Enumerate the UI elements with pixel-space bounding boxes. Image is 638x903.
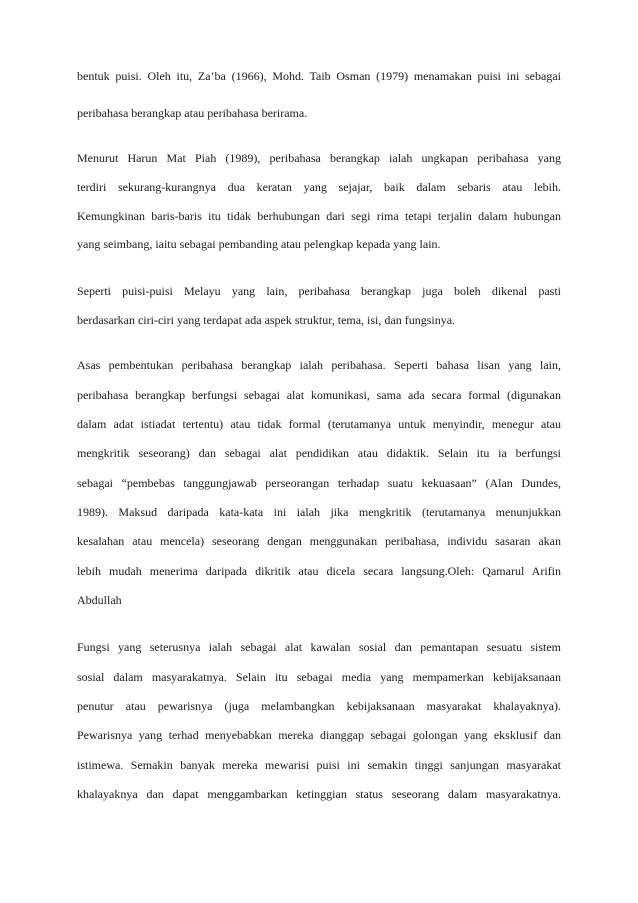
text-line: Asas pembentukan peribahasa berangkap ialah peribahasa. Seperti bahasa lisan yang lain,	[77, 358, 561, 372]
text-line: sosial dalam masyarakatnya. Selain itu sebagai media yang mempamerkan kebijaksanaan	[77, 670, 561, 684]
text-line: Pewarisnya yang terhad menyebabkan mereka dianggap sebagai golongan yang eksklusif dan	[77, 728, 561, 742]
text-line: bentuk puisi. Oleh itu, Za’ba (1966), Mohd. Taib Osman (1979) menamakan puisi ini sebagai	[77, 69, 561, 83]
text-line: Fungsi yang seterusnya ialah sebagai alat kawalan sosial dan pemantapan sesuatu sistem	[77, 640, 561, 654]
text-line: peribahasa berangkap atau peribahasa berirama.	[77, 106, 308, 120]
text-line: Seperti puisi-puisi Melayu yang lain, peribahasa berangkap juga boleh dikenal pasti	[77, 284, 561, 298]
text-line: Kemungkinan baris-baris itu tidak berhubungan dari segi rima tetapi terjalin dalam hubungan	[77, 209, 561, 223]
text-line: yang seimbang, iaitu sebagai pembanding atau pelengkap kepada yang lain.	[77, 237, 441, 251]
text-line: Menurut Harun Mat Piah (1989), peribahasa berangkap ialah ungkapan peribahasa yang	[77, 151, 561, 165]
text-line: mengkritik seseorang) dan sebagai alat pendidikan atau didaktik. Selain itu ia berfungsi	[77, 446, 561, 460]
text-line: penutur atau pewarisnya (juga melambangkan kebijaksanaan masyarakat khalayaknya).	[77, 699, 561, 713]
text-line: peribahasa berangkap berfungsi sebagai alat komunikasi, sama ada secara formal (digunakan	[77, 388, 561, 402]
text-line: kesalahan atau mencela) seseorang dengan menggunakan peribahasa, individu sasaran akan	[77, 534, 561, 548]
text-line: dalam adat istiadat tertentu) atau tidak formal (terutamanya untuk menyindir, menegur atau	[77, 417, 561, 431]
text-line: khalayaknya dan dapat menggambarkan ketinggian status seseorang dalam masyarakatnya.	[77, 787, 561, 801]
text-line: berdasarkan ciri-ciri yang terdapat ada aspek struktur, tema, isi, dan fungsinya.	[77, 313, 456, 327]
text-line: istimewa. Semakin banyak mereka mewarisi puisi ini semakin tinggi sanjungan masyarakat	[77, 758, 561, 772]
text-line: lebih mudah menerima daripada dikritik atau dicela secara langsung.Oleh: Qamarul Arifin	[77, 564, 561, 578]
text-line: 1989). Maksud daripada kata-kata ini ialah jika mengkritik (terutamanya menunjukkan	[77, 505, 561, 519]
text-line: terdiri sekurang-kurangnya dua keratan yang sejajar, baik dalam sebaris atau lebih.	[77, 180, 561, 194]
text-line: sebagai “pembebas tanggungjawab perseorangan terhadap suatu kekuasaan” (Alan Dundes,	[77, 476, 561, 490]
text-line: Abdullah	[77, 593, 122, 607]
